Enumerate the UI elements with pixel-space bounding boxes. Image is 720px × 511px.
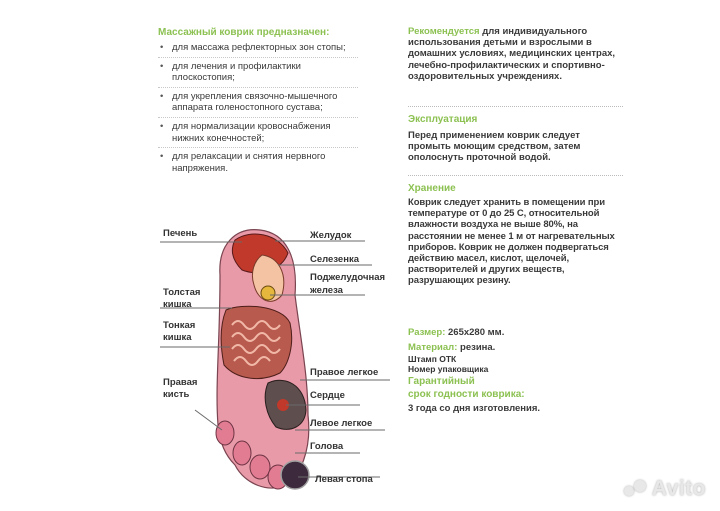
- material-line: [408, 342, 623, 353]
- label-stomach: Желудок: [310, 230, 352, 241]
- bullet-icon: •: [160, 90, 164, 102]
- usage-title: Эксплуатация: [408, 114, 478, 125]
- list-item: • для массажа рефлекторных зон стопы;: [158, 42, 358, 58]
- divider: [408, 106, 623, 107]
- label-pancreas: Поджелудочная железа: [310, 272, 386, 296]
- purpose-title: Массажный коврик предназначен:: [158, 27, 330, 38]
- label-right-lung: Правое легкое: [310, 367, 379, 378]
- avito-watermark: [624, 477, 706, 501]
- size-line: [408, 327, 623, 338]
- big-toe-head-zone: [281, 461, 309, 489]
- recommend-lead: Рекомендуется: [408, 26, 480, 37]
- usage-text: Перед применением коврик следует промыть моющим средством, затем ополоснуть проточной водой.: [408, 130, 581, 164]
- list-item: • для релаксации и снятия нервного напряжения.: [160, 151, 326, 174]
- warranty-value: 3 года со дня изготовления.: [408, 403, 541, 414]
- label-left-lung: Левое легкое: [310, 418, 373, 429]
- label-small-intestine: Тонкая кишка: [163, 320, 196, 343]
- label-left-foot: Левая стопа: [315, 474, 373, 485]
- divider: [408, 175, 623, 176]
- intestine-zone: [221, 306, 291, 378]
- toe-shape: [216, 421, 234, 445]
- purpose-list: [158, 42, 358, 177]
- size-value: 265x280 мм.: [448, 327, 505, 338]
- toe-shape: [233, 441, 251, 465]
- recommend-text: для индивидуального использования детьми и взрослыми в домашних условиях, медицинских центрах, лечебно-профилактических и спортивно-оздоровительных учреждениях.: [408, 26, 616, 82]
- storage-title: Хранение: [408, 183, 456, 194]
- purpose-block: [158, 27, 358, 180]
- foot-reflexology-map: [150, 215, 410, 505]
- label-liver: Печень: [163, 228, 198, 239]
- list-item: • для лечения и профилактики плоскостопия;: [158, 61, 358, 88]
- list-item: • для укрепления связочно-мышечного аппарата голеностопного сустава;: [158, 91, 358, 118]
- bullet-icon: •: [160, 151, 164, 163]
- label-right-hand: Правая кисть: [163, 377, 198, 400]
- avito-logo-icon: [624, 478, 646, 500]
- storage-text: Коврик следует хранить в помещении при температуре от 0 до 25 С, относительной влажности воздуха не выше 80%, на расстоянии не менее 1 м от нагревательных приборов. Коврик не должен подвергаться действию масел, кислот, щелочей, растворителей и других веществ, разрушающих резину.: [408, 197, 615, 287]
- watermark-text: Avito: [651, 477, 706, 500]
- warranty-line1: Гарантийный: [408, 376, 475, 387]
- material-value: резина.: [460, 342, 496, 353]
- label-heart: Сердце: [310, 390, 345, 401]
- warranty-line2: срок годности коврика:: [408, 389, 525, 400]
- bullet-icon: •: [160, 120, 164, 132]
- recommend-block: [408, 26, 623, 82]
- toe-shape: [250, 455, 270, 479]
- material-label: Материал:: [408, 342, 458, 353]
- bullet-icon: •: [160, 60, 164, 72]
- bullet-icon: •: [160, 42, 164, 53]
- list-item: • для нормализации кровоснабжения нижних конечностей;: [158, 121, 358, 148]
- stamp-text: Штамп ОТК: [408, 354, 457, 364]
- label-spleen: Селезенка: [310, 254, 359, 265]
- label-large-intestine: Толстая кишка: [163, 287, 201, 310]
- label-head: Голова: [310, 441, 344, 452]
- size-label: Размер:: [408, 327, 446, 338]
- packer-text: Номер упаковщика: [408, 364, 489, 374]
- spleen-zone: [261, 286, 275, 300]
